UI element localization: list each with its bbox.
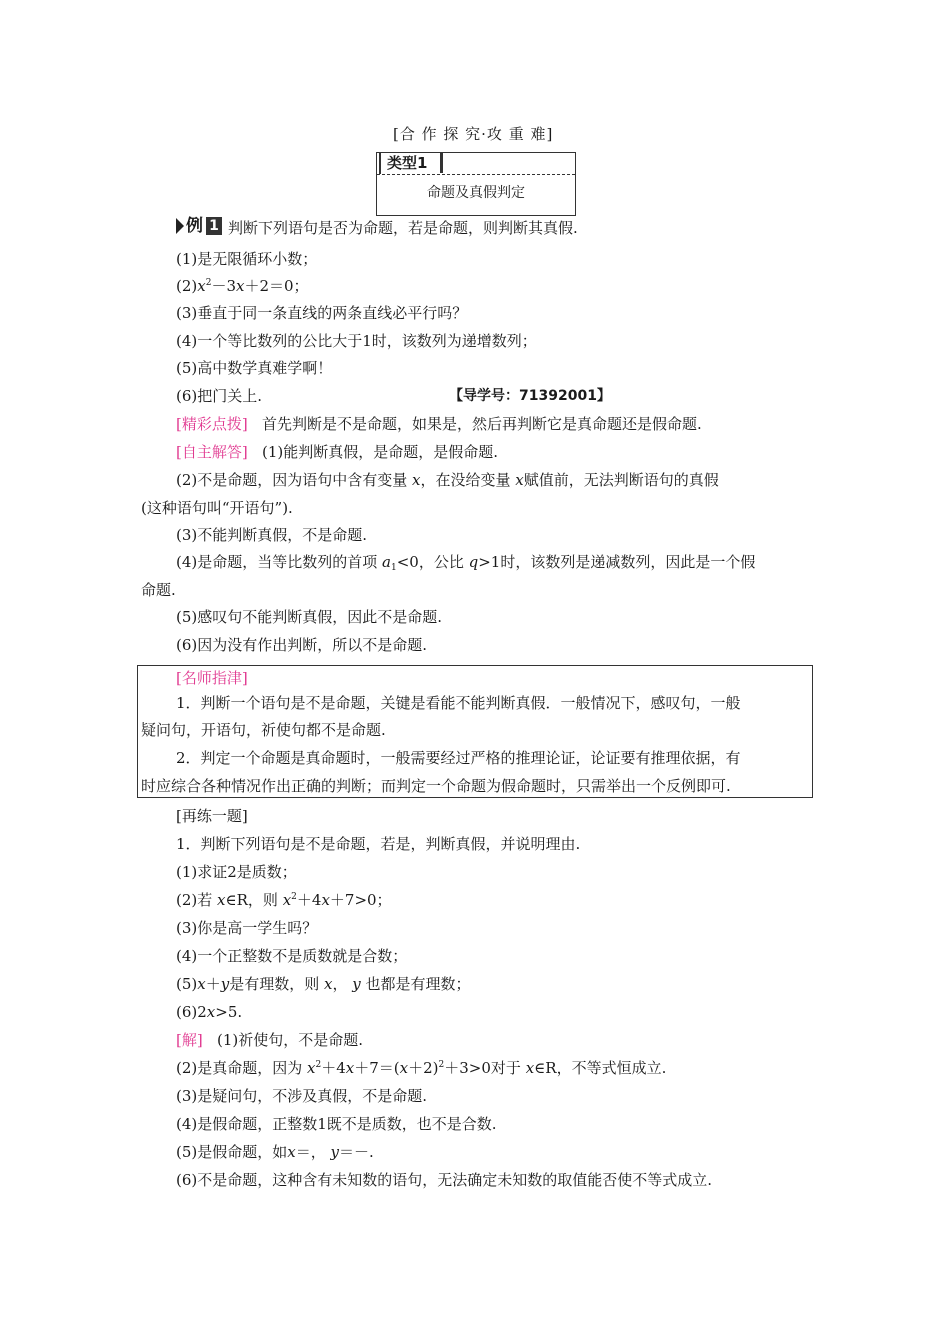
practice-item-1: (1)求证2是质数； bbox=[176, 863, 297, 881]
type-box bbox=[376, 152, 576, 216]
solution-line-6: (6)不是命题，这种含有未知数的语句，无法确定未知数的取值能否使不等式成立. bbox=[176, 1171, 713, 1189]
practice-item-6: (6)2x>5. bbox=[176, 1003, 243, 1021]
hint-label: [精彩点拨] bbox=[176, 415, 248, 433]
triangle-icon bbox=[176, 218, 184, 234]
answer-line-3: (3)不能判断真假，不是命题. bbox=[176, 526, 368, 544]
answer-line-2: (2)不是命题，因为语句中含有变量 x，在没给变量 x赋值前，无法判断语句的真假 bbox=[176, 471, 719, 489]
answer-line-2b: (这种语句叫“开语句”). bbox=[141, 499, 293, 517]
example-marker-text: 例 bbox=[186, 216, 203, 236]
guide-number: 【导学号：71392001】 bbox=[449, 388, 611, 404]
type-title: 命题及真假判定 bbox=[427, 185, 525, 201]
example-item-3: (3)垂直于同一条直线的两条直线必平行吗？ bbox=[176, 304, 468, 322]
type-box-header bbox=[377, 153, 575, 175]
practice-item-5: (5)x＋y是有理数，则 x， y 也都是有理数； bbox=[176, 975, 471, 993]
example-item-6: (6)把门关上. bbox=[176, 387, 263, 405]
answer-line-1: [自主解答] (1)能判断真假，是命题，是假命题. bbox=[176, 443, 499, 461]
answer-label: [自主解答] bbox=[176, 443, 248, 461]
answer-line-6: (6)因为没有作出判断，所以不是命题. bbox=[176, 636, 428, 654]
tip-p1-line1: 1．判断一个语句是不是命题，关键是看能不能判断真假．一般情况下，感叹句，一般 bbox=[176, 694, 741, 712]
hint-text: 首先判断是不是命题，如果是，然后再判断它是真命题还是假命题. bbox=[262, 415, 702, 433]
practice-label: [再练一题] bbox=[176, 807, 248, 825]
example-prompt: 判断下列语句是否为命题，若是命题，则判断其真假. bbox=[228, 219, 578, 237]
answer-line-5: (5)感叹句不能判断真假，因此不是命题. bbox=[176, 608, 443, 626]
solution-line-2: (2)是真命题，因为 $x^2+4x+7=(x+2)^2+3>0$对于 x∈R，不等式恒成立. bbox=[176, 1059, 667, 1077]
example-number: 1 bbox=[206, 217, 222, 235]
solution-line-1: [解] (1)祈使句，不是命题. bbox=[176, 1031, 364, 1049]
solution-line-3: (3)是疑问句，不涉及真假，不是命题. bbox=[176, 1087, 428, 1105]
tip-p1-line2: 疑问句，开语句，祈使句都不是命题. bbox=[141, 721, 386, 739]
practice-item-3: (3)你是高一学生吗？ bbox=[176, 919, 318, 937]
tip-p2-line2: 时应综合各种情况作出正确的判断；而判定一个命题为假命题时，只需举出一个反例即可. bbox=[141, 777, 731, 795]
tip-p2-line1: 2．判定一个命题是真命题时，一般需要经过严格的推理论证，论证要有推理依据，有 bbox=[176, 749, 741, 767]
solution-label: [解] bbox=[176, 1031, 203, 1049]
practice-item-4: (4)一个正整数不是质数就是合数； bbox=[176, 947, 408, 965]
tip-label: [名师指津] bbox=[176, 669, 248, 687]
practice-question: 1．判断下列语句是不是命题，若是，判断真假，并说明理由. bbox=[176, 835, 581, 853]
type-box-bar-right bbox=[440, 153, 443, 173]
solution-line-5: (5)是假命题，如x＝， y＝－. bbox=[176, 1143, 374, 1161]
type-box-bar-left bbox=[379, 153, 381, 174]
example-item-2: $(2)x^2-3x+2=0$； bbox=[176, 277, 309, 295]
section-heading: [合 作 探 究·攻 重 难] bbox=[393, 125, 554, 143]
answer-line-4b: 命题. bbox=[141, 581, 176, 599]
solution-line-4: (4)是假命题，正整数1既不是质数，也不是合数. bbox=[176, 1115, 497, 1133]
example-item-5: (5)高中数学真难学啊！ bbox=[176, 359, 333, 377]
example-item-1: (1)是无限循环小数； bbox=[176, 250, 318, 268]
practice-item-2: (2)若 x∈R，则 $x^2+4x+7>0$； bbox=[176, 891, 392, 909]
answer-line-4: (4)是命题，当等比数列的首项 $a_1<0$，公比 q>1时，该数列是递减数列，因此是一个假 bbox=[176, 553, 756, 573]
type-label: 类型1 bbox=[387, 154, 428, 172]
example-item-4: (4)一个等比数列的公比大于1时，该数列为递增数列； bbox=[176, 332, 537, 350]
hint-line bbox=[176, 414, 702, 434]
